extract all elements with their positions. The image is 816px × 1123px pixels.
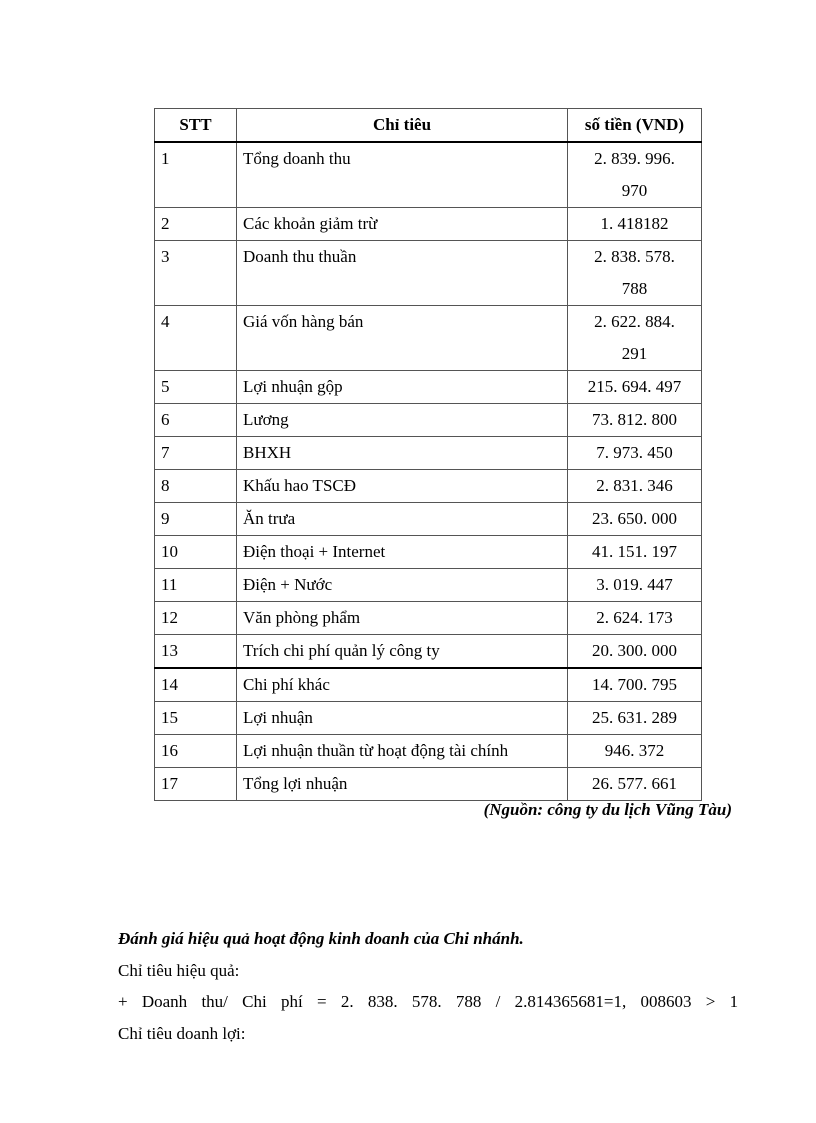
row-stt: 3 [155, 241, 237, 306]
row-name: Ăn trưa [237, 503, 568, 536]
row-amount: 1. 418182 [568, 208, 702, 241]
row-amount: 215. 694. 497 [568, 371, 702, 404]
formula-token: thu/ [201, 992, 228, 1011]
formula-token: 008603 [640, 992, 692, 1011]
table-row [155, 437, 702, 470]
formula-token: = [317, 992, 327, 1011]
formula-token: 838. [367, 992, 398, 1011]
row-amount-line1: 2. 838. 578. [594, 247, 675, 266]
formula-token: phí [281, 992, 303, 1011]
row-name: Trích chi phí quản lý công ty [237, 635, 568, 669]
formula-token: / [495, 992, 501, 1011]
row-name: Giá vốn hàng bán [237, 306, 568, 371]
row-amount: 3. 019. 447 [568, 569, 702, 602]
row-name: Lương [237, 404, 568, 437]
row-stt: 9 [155, 503, 237, 536]
table-row [155, 208, 702, 241]
row-stt: 11 [155, 569, 237, 602]
efficiency-formula [118, 992, 738, 1012]
row-amount: 73. 812. 800 [568, 404, 702, 437]
table-row [155, 404, 702, 437]
header-stt: STT [155, 109, 237, 143]
source-note: (Nguồn: công ty du lịch Vũng Tàu) [483, 800, 732, 819]
table-row [155, 306, 702, 371]
row-amount: 26. 577. 661 [568, 768, 702, 801]
row-stt: 5 [155, 371, 237, 404]
row-stt: 10 [155, 536, 237, 569]
row-name: Chi phí khác [237, 668, 568, 702]
table-row [155, 668, 702, 702]
row-stt: 4 [155, 306, 237, 371]
table-row [155, 470, 702, 503]
row-stt: 17 [155, 768, 237, 801]
financial-table [154, 108, 702, 801]
row-name: Lợi nhuận thuần từ hoạt động tài chính [237, 735, 568, 768]
formula-token: > [705, 992, 716, 1011]
row-amount: 946. 372 [568, 735, 702, 768]
row-name: Lợi nhuận [237, 702, 568, 735]
profitability-label: Chỉ tiêu doanh lợi: [118, 1024, 246, 1043]
formula-token: + [118, 992, 128, 1011]
efficiency-label: Chỉ tiêu hiệu quả: [118, 961, 240, 980]
formula-token: Chi [242, 992, 267, 1011]
formula-token: 2. [340, 992, 354, 1011]
row-name: Văn phòng phẩm [237, 602, 568, 635]
table-row [155, 241, 702, 306]
row-amount-line2: 970 [621, 181, 648, 200]
row-name: Khấu hao TSCĐ [237, 470, 568, 503]
table-header-row [155, 109, 702, 143]
row-stt: 7 [155, 437, 237, 470]
row-name: Điện + Nước [237, 569, 568, 602]
row-amount: 14. 700. 795 [568, 668, 702, 702]
row-stt: 1 [155, 142, 237, 208]
row-amount-line2: 291 [621, 344, 648, 363]
row-amount: 25. 631. 289 [568, 702, 702, 735]
table-row [155, 635, 702, 669]
row-stt: 13 [155, 635, 237, 669]
row-amount [568, 142, 702, 208]
table-row [155, 371, 702, 404]
row-amount [568, 306, 702, 371]
row-name: Doanh thu thuần [237, 241, 568, 306]
formula-token: 788 [455, 992, 482, 1011]
row-amount-line2: 788 [621, 279, 648, 298]
row-stt: 15 [155, 702, 237, 735]
table-row [155, 702, 702, 735]
table-row [155, 536, 702, 569]
row-name: Tổng doanh thu [237, 142, 568, 208]
row-amount-line1: 2. 839. 996. [594, 149, 675, 168]
row-stt: 6 [155, 404, 237, 437]
evaluation-title: Đánh giá hiệu quả hoạt động kinh doanh của Chi nhánh. [118, 929, 524, 948]
table-row [155, 602, 702, 635]
row-amount: 20. 300. 000 [568, 635, 702, 669]
row-amount [568, 241, 702, 306]
table-row [155, 142, 702, 208]
formula-token: 1 [729, 992, 739, 1011]
row-amount: 2. 831. 346 [568, 470, 702, 503]
row-amount: 7. 973. 450 [568, 437, 702, 470]
row-name: Lợi nhuận gộp [237, 371, 568, 404]
row-name: Điện thoại + Internet [237, 536, 568, 569]
table-row [155, 735, 702, 768]
header-amount: số tiền (VND) [568, 109, 702, 143]
row-stt: 8 [155, 470, 237, 503]
row-amount: 23. 650. 000 [568, 503, 702, 536]
row-stt: 16 [155, 735, 237, 768]
row-stt: 14 [155, 668, 237, 702]
table-row [155, 768, 702, 801]
table-row [155, 569, 702, 602]
row-name: Các khoản giảm trừ [237, 208, 568, 241]
row-amount: 41. 151. 197 [568, 536, 702, 569]
formula-token: 578. [411, 992, 442, 1011]
row-amount: 2. 624. 173 [568, 602, 702, 635]
formula-token: 2.814365681=1, [514, 992, 627, 1011]
table-row [155, 503, 702, 536]
row-stt: 2 [155, 208, 237, 241]
row-name: BHXH [237, 437, 568, 470]
row-name: Tổng lợi nhuận [237, 768, 568, 801]
header-indicator: Chỉ tiêu [237, 109, 568, 143]
row-stt: 12 [155, 602, 237, 635]
row-amount-line1: 2. 622. 884. [594, 312, 675, 331]
formula-token: Doanh [141, 992, 188, 1011]
